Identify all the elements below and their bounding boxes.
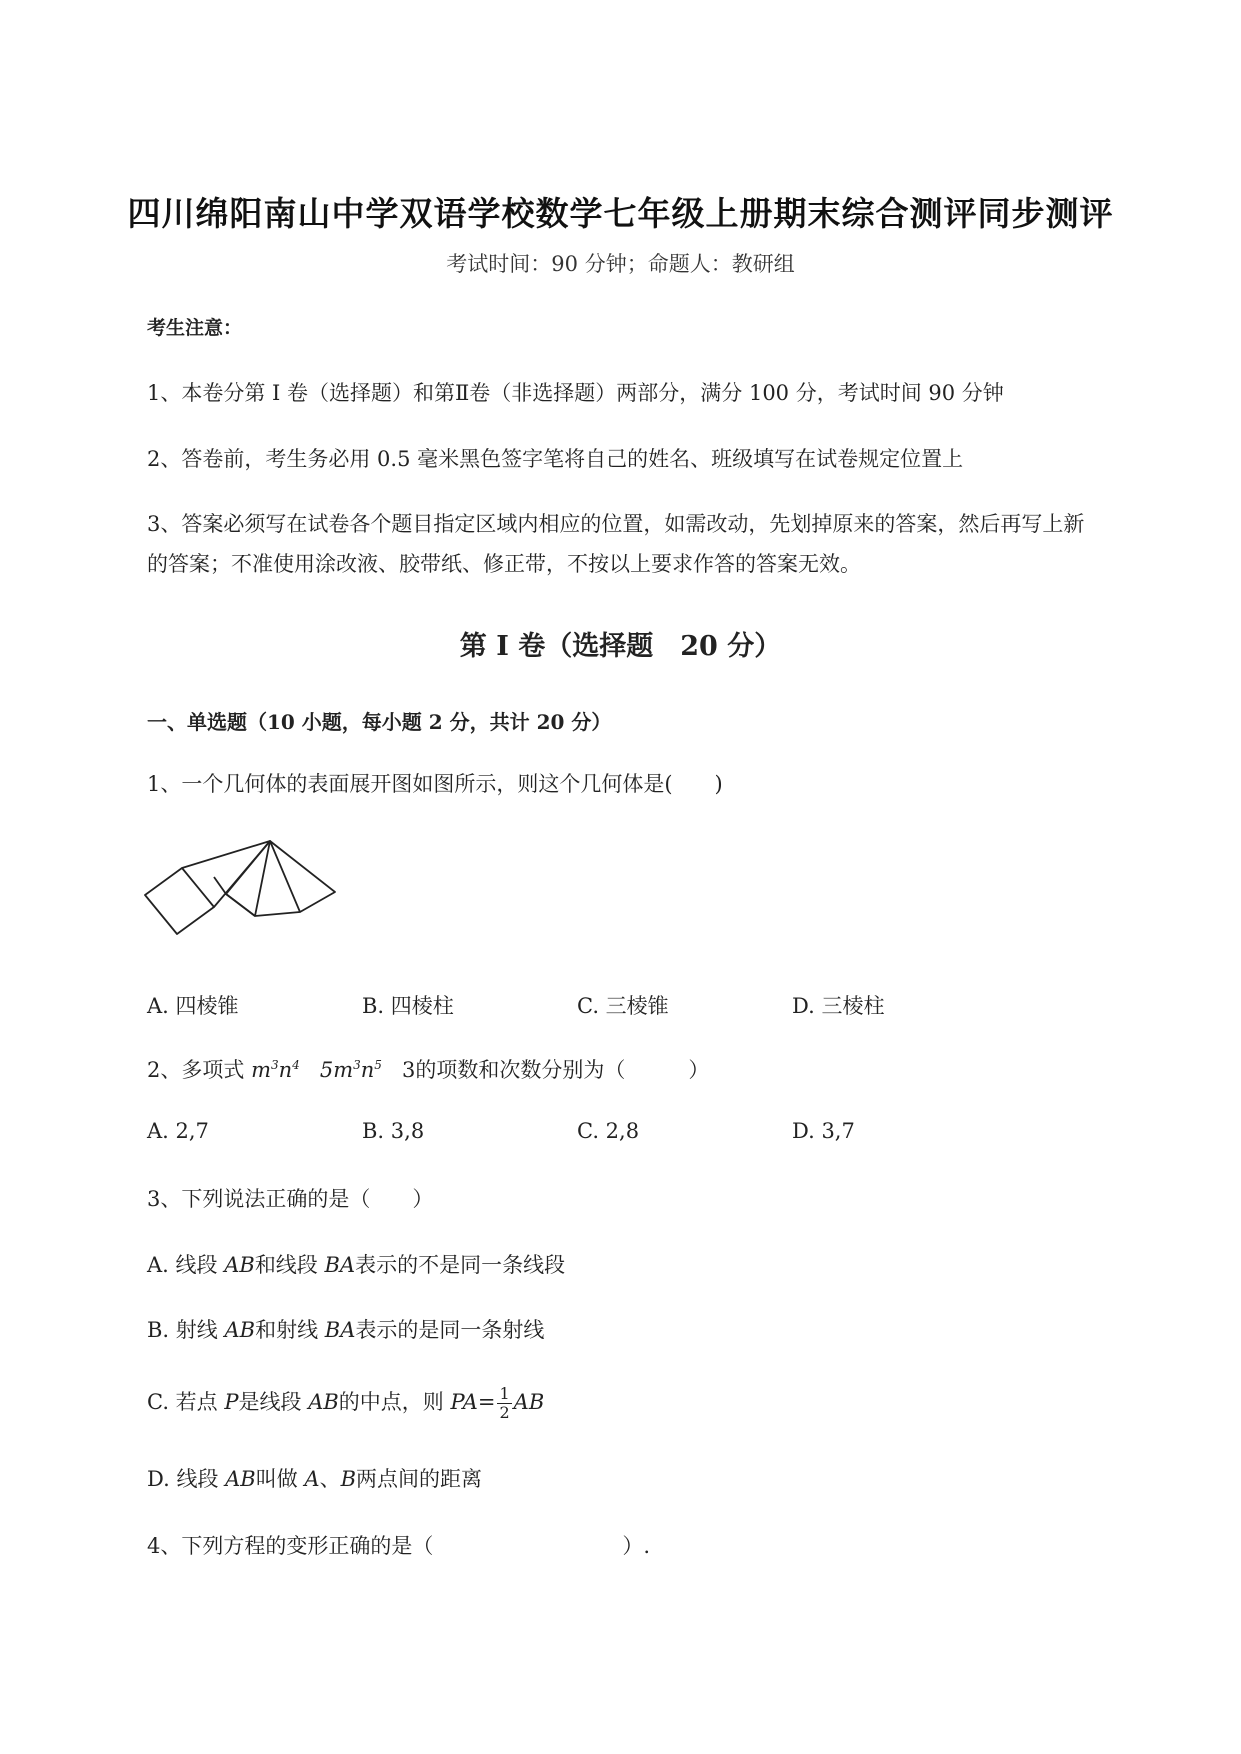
- q3b-text1: B. 射线: [147, 1318, 225, 1342]
- q3d-text3: 、: [319, 1467, 341, 1491]
- question-2-option-d[interactable]: D. 3,7: [792, 1119, 855, 1143]
- q3d-text1: D. 线段: [147, 1467, 226, 1491]
- question-1-option-a[interactable]: A. 四棱锥: [147, 994, 239, 1018]
- part-heading: 一、单选题（10 小题，每小题 2 分，共计 20 分）: [147, 710, 612, 734]
- q3c-ab: AB: [308, 1390, 339, 1414]
- q3c-pa: PA: [450, 1390, 478, 1414]
- question-1-option-b[interactable]: B. 四棱柱: [362, 994, 454, 1018]
- q2-coef2: 5: [319, 1058, 334, 1082]
- notice-item-1: 1、本卷分第 I 卷（选择题）和第Ⅱ卷（非选择题）两部分，满分 100 分，考试时间 90 分钟: [147, 381, 1004, 405]
- q3c-frac-den: 2: [499, 1403, 510, 1422]
- q3a-text3: 表示的不是同一条线段: [355, 1253, 566, 1277]
- q3b-text3: 表示的是同一条射线: [355, 1318, 545, 1342]
- notice-heading: 考生注意：: [147, 317, 243, 339]
- notice-item-3: 3、答案必须写在试卷各个题目指定区域内相应的位置，如需改动，先划掉原来的答案，然后再写上新: [147, 512, 1085, 536]
- q2-suffix: 的项数和次数分别为（ ）: [415, 1058, 710, 1082]
- q3d-text4: 两点间的距离: [356, 1467, 483, 1491]
- section-title: 第 I 卷（选择题 20 分）: [459, 631, 782, 662]
- q3c-text1: C. 若点: [147, 1390, 225, 1414]
- q3c-ab2: AB: [513, 1390, 545, 1414]
- q3b-text2: 和射线: [255, 1318, 325, 1342]
- q3d-text2: 叫做: [255, 1467, 305, 1491]
- q2-var-n: n: [278, 1058, 293, 1082]
- q2-var-m2: m: [333, 1058, 354, 1082]
- net-diagram-icon: [140, 832, 350, 942]
- q3c-p: P: [224, 1390, 239, 1414]
- q2-var-n2: n: [360, 1058, 375, 1082]
- question-3-option-d[interactable]: [147, 1463, 482, 1493]
- q2-exp-m2: 3: [353, 1058, 361, 1072]
- q3c-text3: 的中点，则: [338, 1390, 451, 1414]
- question-3-stem: 3、下列说法正确的是（ ）: [147, 1187, 434, 1211]
- q3b-ba: BA: [324, 1318, 356, 1342]
- notice-item-2: 2、答卷前，考生务必用 0.5 毫米黑色签字笔将自己的姓名、班级填写在试卷规定位置上: [147, 447, 964, 471]
- q2-prefix: 2、多项式: [147, 1058, 245, 1082]
- question-2-option-b[interactable]: B. 3,8: [362, 1119, 425, 1143]
- q3c-eq: =: [477, 1390, 496, 1414]
- question-3-option-b[interactable]: [147, 1314, 544, 1344]
- page-title: 四川绵阳南山中学双语学校数学七年级上册期末综合测评同步测评: [127, 194, 1114, 233]
- q2-exp-n1: 4: [292, 1058, 300, 1072]
- q3c-frac-num: 1: [499, 1384, 510, 1403]
- question-3-option-a[interactable]: [147, 1249, 565, 1279]
- q3d-b: B: [340, 1467, 357, 1491]
- question-4-stem: 4、下列方程的变形正确的是（ ）.: [147, 1534, 651, 1558]
- q2-var-m: m: [251, 1058, 271, 1082]
- q2-const: 3: [401, 1058, 416, 1082]
- question-1-stem: 1、一个几何体的表面展开图如图所示，则这个几何体是( ): [147, 772, 723, 796]
- q3c-fraction: [497, 1385, 511, 1422]
- question-3-option-c[interactable]: [147, 1385, 544, 1422]
- q3a-text2: 和线段: [254, 1253, 325, 1277]
- question-2-option-a[interactable]: A. 2,7: [147, 1119, 209, 1143]
- q3c-text2: 是线段: [238, 1390, 309, 1414]
- q3a-ab: AB: [224, 1253, 255, 1277]
- q2-term1: [251, 1058, 300, 1082]
- q3d-a: A: [304, 1467, 320, 1491]
- notice-item-3-cont: 的答案；不准使用涂改液、胶带纸、修正带，不按以上要求作答的答案无效。: [147, 552, 861, 576]
- question-2-stem: [147, 1054, 709, 1084]
- q3b-ab: AB: [224, 1318, 256, 1342]
- question-1-option-c[interactable]: C. 三棱锥: [577, 994, 669, 1018]
- q3a-text1: A. 线段: [147, 1253, 225, 1277]
- q2-exp-m1: 3: [270, 1058, 279, 1072]
- q3d-ab: AB: [225, 1467, 256, 1491]
- exam-info: 考试时间：90 分钟；命题人：教研组: [446, 252, 795, 276]
- question-1-option-d[interactable]: D. 三棱柱: [792, 994, 885, 1018]
- q3a-ba: BA: [324, 1253, 356, 1277]
- q2-exp-n2: 5: [374, 1058, 382, 1072]
- q2-term2: [320, 1058, 382, 1082]
- question-2-option-c[interactable]: C. 2,8: [577, 1119, 640, 1143]
